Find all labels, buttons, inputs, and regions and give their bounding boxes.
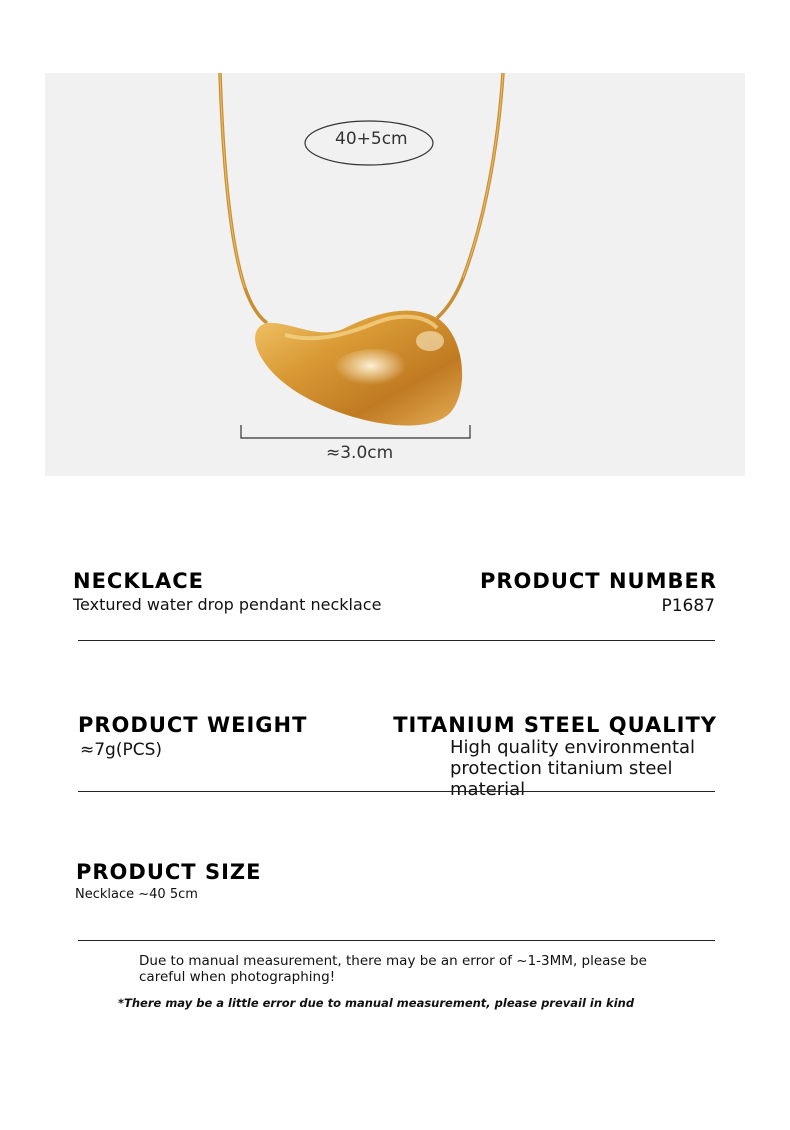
quality-heading: TITANIUM STEEL QUALITY <box>393 713 717 737</box>
width-bracket <box>241 425 470 438</box>
chain-length-label: 40+5cm <box>335 129 408 149</box>
disclaimer: *There may be a little error due to manual measurement, please prevail in kind <box>118 996 635 1010</box>
divider <box>78 791 715 792</box>
quality-line-1: High quality environmental <box>450 737 696 758</box>
chain-right <box>437 73 503 318</box>
chain-left <box>220 73 267 323</box>
measurement-note <box>139 953 647 985</box>
product-size-value: Necklace ~40 5cm <box>75 887 198 902</box>
product-size-heading: PRODUCT SIZE <box>76 860 262 884</box>
measurement-note-line-2: careful when photographing! <box>139 969 336 985</box>
product-weight-value: ≈7g(PCS) <box>80 740 163 760</box>
divider <box>78 640 715 641</box>
divider <box>78 940 715 941</box>
necklace-description: Textured water drop pendant necklace <box>73 595 382 614</box>
quality-line-3: material <box>450 779 526 800</box>
quality-line-2: protection titanium steel <box>450 758 673 779</box>
product-number-value: P1687 <box>661 596 715 616</box>
product-weight-heading: PRODUCT WEIGHT <box>78 713 308 737</box>
measurement-note-line-1: Due to manual measurement, there may be an error of ~1-3MM, please be <box>139 953 647 969</box>
necklace-heading: NECKLACE <box>73 569 204 593</box>
pendant-width-label: ≈3.0cm <box>326 443 394 463</box>
product-photo <box>45 73 745 476</box>
product-number-heading: PRODUCT NUMBER <box>480 569 717 593</box>
